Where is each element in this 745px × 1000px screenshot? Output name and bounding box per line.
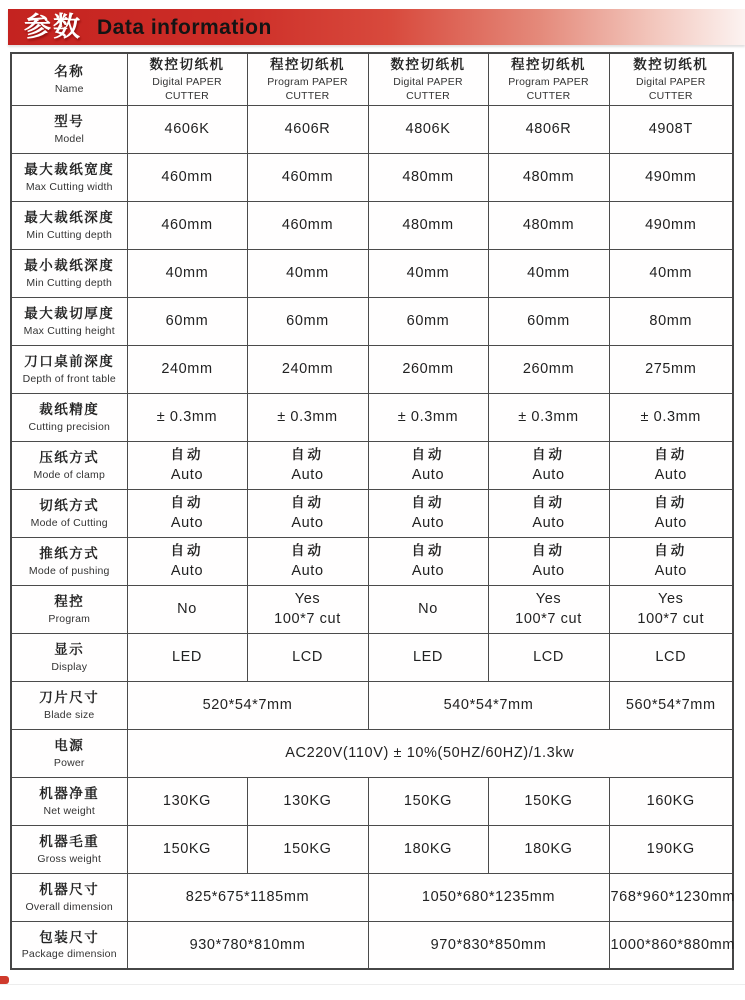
row-label-cell: [11, 585, 127, 633]
row-label-cn: 最小裁纸深度: [24, 258, 115, 274]
value-cell: [488, 249, 609, 297]
value-cell-line: AC220V(110V) ± 10%(50HZ/60HZ)/1.3kw: [285, 745, 575, 762]
row-label-cell: [11, 681, 127, 729]
table-row: [11, 105, 733, 153]
value-cell-line: 1000*860*880mm: [610, 936, 735, 953]
value-cell: [247, 201, 368, 249]
row-label-cell: [11, 153, 127, 201]
value-cell-line: 150KG: [403, 793, 453, 810]
value-cell-line: Auto: [654, 466, 687, 483]
value-cell-line: 4606K: [164, 121, 210, 138]
value-cell: [127, 585, 247, 633]
value-cell-line: ± 0.3mm: [156, 409, 218, 426]
value-cell-line: ± 0.3mm: [397, 409, 459, 426]
value-cell: [127, 441, 247, 489]
value-cell: [488, 393, 609, 441]
value-cell-line: 60mm: [527, 313, 570, 330]
value-cell: [368, 297, 488, 345]
table-row: [11, 921, 733, 969]
value-cell-line: Auto: [532, 514, 565, 531]
value-cell: [127, 489, 247, 537]
row-label-en: Mode of clamp: [33, 468, 105, 481]
row-label-en: Blade size: [44, 708, 95, 721]
value-cell: [609, 249, 733, 297]
value-cell-line: LCD: [655, 649, 687, 666]
value-cell: [609, 681, 733, 729]
value-cell-line: 540*54*7mm: [443, 697, 534, 714]
section-header-banner: [8, 9, 745, 45]
value-cell: [488, 153, 609, 201]
value-cell: [609, 537, 733, 585]
value-cell-line: 自动: [411, 543, 445, 559]
value-cell: [368, 537, 488, 585]
header-cell-line: 数控切纸机: [633, 57, 709, 72]
value-cell-line: Yes: [535, 590, 562, 607]
value-cell-line: 60mm: [165, 313, 209, 330]
table-row: [11, 393, 733, 441]
value-cell-line: 自动: [654, 543, 688, 559]
value-cell: [247, 153, 368, 201]
table-row: [11, 153, 733, 201]
row-label-en: Min Cutting depth: [26, 228, 113, 241]
header-cell-line: Program PAPER: [508, 75, 589, 88]
row-label-en: Net weight: [43, 804, 96, 817]
row-label-en: Power: [53, 756, 85, 769]
value-cell-line: Auto: [291, 466, 324, 483]
value-cell-line: 自动: [291, 495, 324, 511]
value-cell: [609, 345, 733, 393]
value-cell: [368, 153, 488, 201]
value-cell-line: 4908T: [648, 121, 693, 138]
value-cell: [488, 345, 609, 393]
value-cell-line: 自动: [170, 495, 204, 511]
table-row: [11, 537, 733, 585]
value-cell: [609, 153, 733, 201]
value-cell-line: Auto: [532, 466, 565, 483]
header-cell-line: 数控切纸机: [149, 57, 225, 72]
value-cell-line: Auto: [411, 466, 445, 483]
header-cell-line: CUTTER: [165, 90, 209, 103]
value-cell: [247, 297, 368, 345]
value-cell-line: LCD: [533, 649, 564, 666]
value-cell: [368, 585, 488, 633]
header-column-cell: [609, 53, 733, 105]
value-cell: [488, 777, 609, 825]
value-cell: [247, 489, 368, 537]
value-cell-line: 自动: [170, 543, 204, 559]
value-cell-line: 130KG: [162, 793, 212, 810]
value-cell-line: 240mm: [161, 361, 213, 378]
value-cell: [368, 825, 488, 873]
value-cell: [127, 825, 247, 873]
value-cell: [127, 201, 247, 249]
table-row: [11, 825, 733, 873]
value-cell-line: 130KG: [283, 793, 332, 810]
value-cell-line: Auto: [654, 562, 687, 579]
value-cell: [609, 441, 733, 489]
row-label-cell: [11, 297, 127, 345]
value-cell: [609, 297, 733, 345]
value-cell-line: 825*675*1185mm: [185, 889, 310, 906]
row-label-en: Display: [51, 660, 88, 673]
header-cell-line: Digital PAPER: [393, 75, 463, 88]
value-cell-line: 自动: [532, 495, 565, 511]
value-cell-line: 930*780*810mm: [189, 936, 306, 953]
value-cell: [488, 297, 609, 345]
value-cell-line: 970*830*850mm: [430, 936, 547, 953]
value-cell: [609, 825, 733, 873]
row-label-cn: 推纸方式: [39, 546, 100, 562]
value-cell: [368, 489, 488, 537]
spec-table: [10, 52, 734, 970]
table-row: [11, 633, 733, 681]
spec-table-body: [11, 105, 733, 969]
header-cell-line: 数控切纸机: [390, 57, 466, 72]
value-cell-line: 180KG: [524, 841, 573, 858]
value-cell: [368, 201, 488, 249]
value-cell-line: Auto: [411, 514, 445, 531]
row-label-cn: 机器毛重: [39, 834, 100, 850]
value-cell: [127, 633, 247, 681]
value-cell-line: 150KG: [283, 841, 332, 858]
value-cell: [368, 105, 488, 153]
value-cell-line: 190KG: [646, 841, 695, 858]
value-cell-line: LED: [171, 649, 202, 666]
spec-table-container: [10, 52, 735, 970]
header-cell-line: Program PAPER: [267, 75, 348, 88]
row-label-en: Min Cutting depth: [26, 276, 113, 289]
value-cell-line: 180KG: [403, 841, 453, 858]
value-cell: [609, 393, 733, 441]
value-cell-line: ± 0.3mm: [640, 409, 701, 426]
value-cell: [609, 921, 733, 969]
value-cell: [247, 777, 368, 825]
row-label-cn: 程控: [54, 594, 85, 610]
value-cell-line: 480mm: [522, 169, 575, 186]
value-cell: [488, 441, 609, 489]
header-column-cell: [488, 53, 609, 105]
row-label-en: Mode of Cutting: [30, 516, 108, 529]
red-corner-mark: [0, 976, 9, 984]
value-cell-line: 460mm: [161, 169, 213, 186]
header-cell-line: 程控切纸机: [270, 57, 345, 72]
row-label-cn: 包装尺寸: [39, 929, 100, 945]
value-cell-line: 480mm: [522, 217, 575, 234]
row-label-cell: [11, 921, 127, 969]
value-cell: [368, 393, 488, 441]
value-cell-line: 自动: [411, 495, 445, 511]
row-label-cn: 压纸方式: [39, 450, 100, 466]
value-cell: [247, 537, 368, 585]
value-cell: [488, 537, 609, 585]
table-row: [11, 777, 733, 825]
value-cell: [609, 633, 733, 681]
value-cell-line: 260mm: [522, 361, 575, 378]
header-row: [11, 53, 733, 105]
footer-divider: [0, 984, 745, 985]
value-cell-line: LCD: [292, 649, 323, 666]
row-label-cell: [11, 441, 127, 489]
value-cell-line: 150KG: [162, 841, 212, 858]
row-label-en: Cutting precision: [28, 420, 111, 433]
row-label-en: Gross weight: [37, 852, 102, 865]
table-row: [11, 585, 733, 633]
row-label-cn: 最大裁纸宽度: [24, 162, 115, 178]
value-cell-line: 490mm: [645, 217, 697, 234]
value-cell-line: 460mm: [281, 217, 334, 234]
value-cell: [368, 633, 488, 681]
header-cell-line: Digital PAPER: [152, 75, 222, 88]
value-cell: [247, 633, 368, 681]
value-cell-line: Auto: [291, 514, 324, 531]
value-cell: [368, 441, 488, 489]
value-cell-line: 260mm: [402, 361, 454, 378]
row-label-cell: [11, 825, 127, 873]
value-cell: [488, 585, 609, 633]
value-cell: [127, 681, 368, 729]
value-cell: [247, 825, 368, 873]
value-cell-line: Yes: [658, 590, 684, 607]
value-cell-line: 自动: [291, 447, 324, 463]
row-label-cell: [11, 393, 127, 441]
table-row: [11, 873, 733, 921]
value-cell: [609, 585, 733, 633]
table-row: [11, 297, 733, 345]
value-cell-line: 40mm: [165, 265, 209, 282]
row-label-cell: [11, 777, 127, 825]
value-cell-line: 100*7 cut: [515, 611, 582, 628]
value-cell: [368, 873, 609, 921]
spec-table-head: [11, 53, 733, 105]
table-row: [11, 345, 733, 393]
value-cell-line: Auto: [532, 562, 565, 579]
value-cell-line: Auto: [291, 562, 324, 579]
value-cell: [127, 393, 247, 441]
header-cell-line: CUTTER: [285, 90, 330, 103]
value-cell-line: 自动: [532, 447, 565, 463]
value-cell-line: ± 0.3mm: [277, 409, 338, 426]
row-label-en: Depth of front table: [22, 372, 116, 385]
table-row: [11, 489, 733, 537]
value-cell-line: 自动: [291, 543, 324, 559]
value-cell: [247, 441, 368, 489]
value-cell-line: Auto: [170, 466, 204, 483]
value-cell: [368, 777, 488, 825]
header-name-cell: [11, 53, 127, 105]
value-cell-line: 自动: [532, 543, 565, 559]
value-cell: [247, 345, 368, 393]
value-cell: [609, 105, 733, 153]
row-label-cell: [11, 249, 127, 297]
header-cell-line: Digital PAPER: [635, 75, 706, 88]
value-cell: [127, 345, 247, 393]
value-cell: [127, 537, 247, 585]
row-label-cn: 切纸方式: [39, 498, 100, 514]
value-cell-line: 4806R: [525, 121, 572, 138]
value-cell-line: 150KG: [524, 793, 573, 810]
value-cell-line: Auto: [170, 514, 204, 531]
section-badge: 参数: [24, 11, 82, 42]
value-cell: [247, 105, 368, 153]
value-cell-line: 480mm: [402, 217, 454, 234]
value-cell: [368, 681, 609, 729]
value-cell: [247, 249, 368, 297]
value-cell: [368, 345, 488, 393]
table-row: [11, 201, 733, 249]
header-cell-line: CUTTER: [526, 90, 571, 103]
value-cell-line: 275mm: [645, 361, 697, 378]
value-cell-line: No: [418, 601, 438, 618]
value-cell-line: 60mm: [406, 313, 450, 330]
value-cell: [488, 489, 609, 537]
value-cell: [127, 777, 247, 825]
row-label-en: Max Cutting width: [25, 180, 113, 193]
row-label-cn: 裁纸精度: [39, 402, 100, 418]
value-cell-line: 自动: [654, 495, 688, 511]
row-label-cn: 电源: [54, 738, 85, 754]
value-cell-line: 自动: [654, 447, 688, 463]
table-row: [11, 729, 733, 777]
value-cell: [609, 201, 733, 249]
value-cell-line: 4606R: [284, 121, 331, 138]
value-cell-line: 100*7 cut: [274, 611, 341, 628]
value-cell-line: 4806K: [405, 121, 451, 138]
value-cell: [609, 489, 733, 537]
value-cell-line: 自动: [411, 447, 445, 463]
row-label-en: Program: [48, 612, 91, 625]
header-column-cell: [368, 53, 488, 105]
value-cell-line: ± 0.3mm: [518, 409, 579, 426]
value-cell-line: 768*960*1230mm: [610, 889, 735, 906]
value-cell-line: Auto: [411, 562, 445, 579]
value-cell-line: No: [177, 601, 197, 618]
value-cell: [127, 873, 368, 921]
value-cell-line: 490mm: [645, 169, 697, 186]
table-row: [11, 441, 733, 489]
value-cell: [609, 873, 733, 921]
value-cell-line: 560*54*7mm: [625, 697, 716, 714]
row-label-cn: 显示: [54, 642, 85, 658]
header-column-cell: [247, 53, 368, 105]
value-cell-line: Auto: [170, 562, 204, 579]
value-cell: [127, 105, 247, 153]
row-label-cell: [11, 345, 127, 393]
value-cell: [488, 633, 609, 681]
row-label-en: Package dimension: [21, 948, 117, 961]
row-label-cn: 最大裁切厚度: [24, 306, 115, 322]
value-cell: [247, 585, 368, 633]
value-cell-line: 460mm: [281, 169, 334, 186]
value-cell-line: 1050*680*1235mm: [421, 889, 556, 906]
value-cell-line: 80mm: [649, 313, 693, 330]
row-label-cell: [11, 633, 127, 681]
table-row: [11, 249, 733, 297]
row-label-en: Max Cutting height: [23, 324, 115, 337]
row-label-cn: 型号: [54, 114, 85, 130]
row-label-cell: [11, 489, 127, 537]
value-cell: [488, 201, 609, 249]
row-label-cn: 机器净重: [39, 786, 100, 802]
value-cell: [488, 105, 609, 153]
row-label-cn: 机器尺寸: [39, 882, 100, 898]
header-label-cn: 名称: [54, 64, 85, 80]
value-cell: [368, 249, 488, 297]
header-column-cell: [127, 53, 247, 105]
row-label-cell: [11, 729, 127, 777]
value-cell: [127, 297, 247, 345]
row-label-en: Mode of pushing: [28, 564, 110, 577]
row-label-cell: [11, 201, 127, 249]
value-cell-line: 480mm: [402, 169, 454, 186]
value-cell-line: Yes: [294, 590, 321, 607]
row-label-cn: 刀片尺寸: [39, 690, 100, 706]
row-label-cell: [11, 873, 127, 921]
value-cell-line: 40mm: [406, 265, 450, 282]
value-cell: [368, 921, 609, 969]
value-cell: [127, 249, 247, 297]
row-label-en: Model: [54, 132, 85, 145]
row-label-cell: [11, 537, 127, 585]
value-cell-line: LED: [412, 649, 443, 666]
value-cell-line: 100*7 cut: [637, 611, 705, 628]
header-cell-line: CUTTER: [406, 90, 450, 103]
value-cell: [127, 153, 247, 201]
value-cell-line: 40mm: [527, 265, 570, 282]
value-cell-line: 240mm: [281, 361, 334, 378]
value-cell: [247, 393, 368, 441]
row-label-en: Overall dimension: [25, 900, 113, 913]
value-cell-line: 40mm: [649, 265, 693, 282]
value-cell: [488, 825, 609, 873]
value-cell-line: 520*54*7mm: [202, 697, 293, 714]
value-cell: [127, 921, 368, 969]
row-label-cn: 刀口桌前深度: [24, 354, 115, 370]
value-cell: [127, 729, 733, 777]
table-row: [11, 681, 733, 729]
value-cell-line: 160KG: [646, 793, 695, 810]
value-cell-line: 40mm: [286, 265, 329, 282]
section-title: Data information: [97, 15, 272, 39]
header-label-en: Name: [54, 82, 84, 95]
header-cell-line: CUTTER: [648, 90, 693, 103]
value-cell-line: 自动: [170, 447, 204, 463]
value-cell-line: 460mm: [161, 217, 213, 234]
value-cell-line: 60mm: [286, 313, 329, 330]
header-cell-line: 程控切纸机: [511, 57, 586, 72]
row-label-cn: 最大裁纸深度: [24, 210, 115, 226]
value-cell: [609, 777, 733, 825]
value-cell-line: Auto: [654, 514, 687, 531]
row-label-cell: [11, 105, 127, 153]
